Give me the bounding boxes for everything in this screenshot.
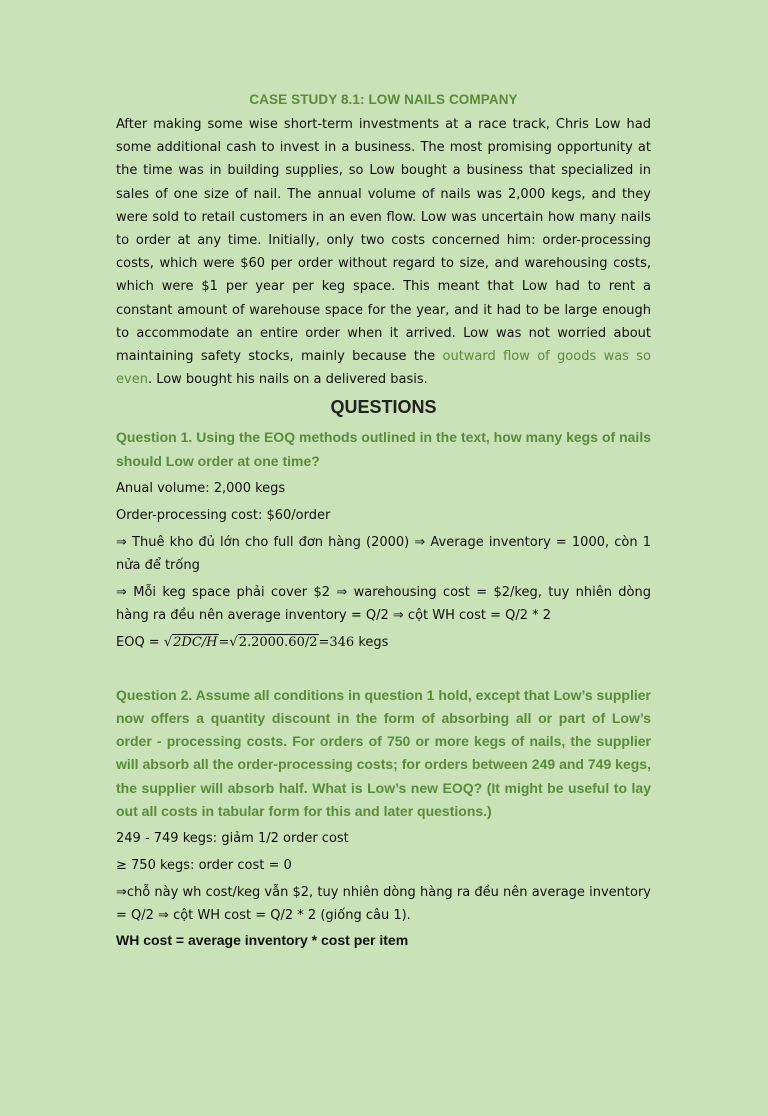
eoq-result: =346 xyxy=(318,634,355,650)
question-1: Question 1. Using the EOQ methods outlined in the text, how many kegs of nails should Low order at one time? xyxy=(116,429,651,469)
question-2: Question 2. Assume all conditions in question 1 hold, except that Low’s supplier now offers a quantity discount in the form of absorbing all or part of Low’s order - processing costs. For orders of 750 or more kegs of nails, the supplier will absorb all the order-processing costs; for orders between 249 and 749 kegs, the supplier will absorb half. What is Low’s new EOQ? (It might be useful to lay out all costs in tabular form for this and later questions.) xyxy=(116,686,651,819)
story-body: After making some wise short-term investments at a race track, Chris Low had some additional cash to invest in a business. The most promising opportunity at the time was in building supplies, so Low bought a business that specialized in sales of one size of nail. The annual volume of nails was 2,000 kegs, and they were sold to retail customers in an even flow. Low was uncertain how many nails to order at any time. Initially, only two costs concerned him: order-processing costs, which were $60 per order without regard to size, and warehousing costs, which were $1 per year per keg space. This meant that Low had to rent a constant amount of warehouse space for the year, and it had to be large enough to accommodate an entire order when it arrived. Low was not worried about maintaining safety stocks, mainly because the xyxy=(116,117,651,365)
eoq-unit: kegs xyxy=(354,634,389,650)
questions-heading: QUESTIONS xyxy=(330,397,437,418)
case-study-title: CASE STUDY 8.1: LOW NAILS COMPANY xyxy=(249,92,518,107)
q1-annual-volume: Anual volume: 2,000 kegs xyxy=(116,480,286,496)
q2-range-750-plus: ≥ 750 kegs: order cost = 0 xyxy=(116,858,292,874)
q2-range-249-749: 249 - 749 kegs: giảm 1/2 order cost xyxy=(116,831,349,847)
story-link[interactable]: outward flow of goods was so even xyxy=(116,349,651,388)
eoq-formula-symbolic: 2DC/H xyxy=(173,634,218,650)
eoq-math: √2DC/H=√2.2000.60/2=346 xyxy=(163,634,355,650)
case-story-paragraph xyxy=(116,113,651,391)
q1-note-warehouse: ⇒ Thuê kho đủ lớn cho full đơn hàng (2000) ⇒ Average inventory = 1000, còn 1 nửa để trống xyxy=(116,534,651,573)
eoq-formula-numeric: 2.2000.60/2 xyxy=(238,634,318,650)
q1-eoq-formula xyxy=(116,631,651,654)
q1-note-keg-space: ⇒ Mỗi keg space phải cover $2 ⇒ warehousing cost = $2/keg, tuy nhiên dòng hàng ra đều nên average inventory = Q/2 ⇒ cột WH cost = Q/2 * 2 xyxy=(116,584,651,623)
section-spacer xyxy=(116,654,651,676)
q2-note: ⇒chỗ này wh cost/keg vẫn $2, tuy nhiên dòng hàng ra đều nên average inventory = Q/2 ⇒ cột WH cost = Q/2 * 2 (giống câu 1). xyxy=(116,885,651,924)
eoq-label: EOQ = xyxy=(116,634,164,650)
story-tail: . Low bought his nails on a delivered basis. xyxy=(147,372,428,388)
q1-order-cost: Order-processing cost: $60/order xyxy=(116,507,331,523)
document-page xyxy=(0,92,768,1116)
wh-cost-definition: WH cost = average inventory * cost per item xyxy=(116,932,409,949)
